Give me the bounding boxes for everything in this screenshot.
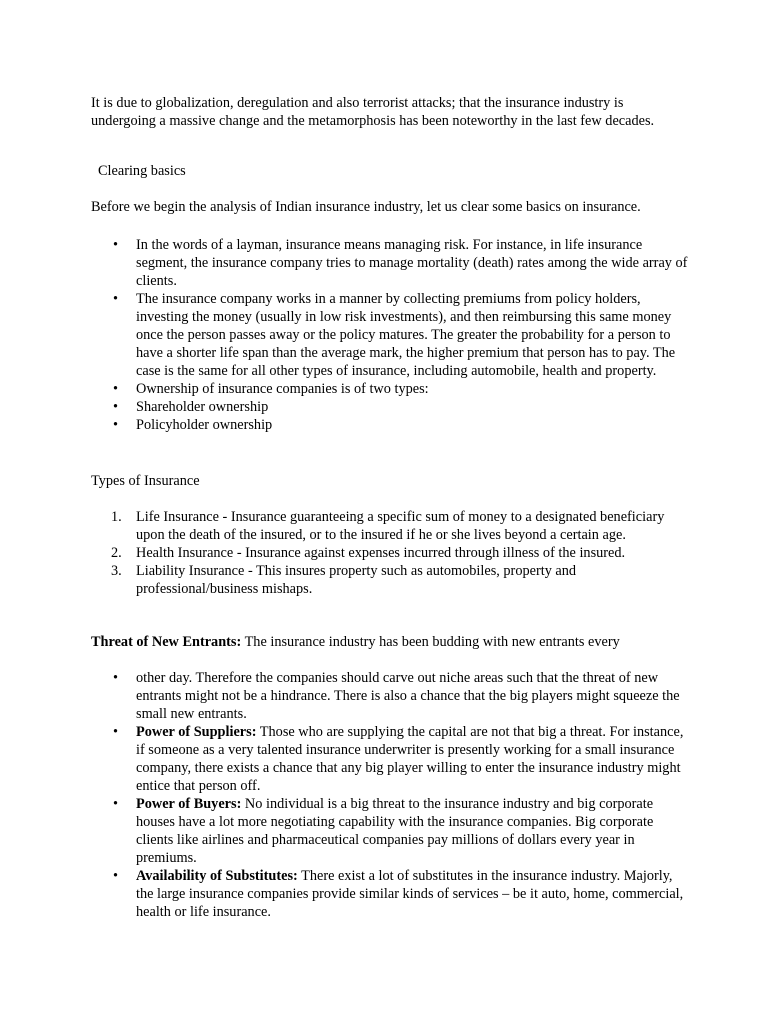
list-item: 3. Liability Insurance - This insures property such as automobiles, property and professional/business mishaps.: [111, 563, 577, 597]
bullet-icon: •: [113, 796, 119, 812]
bullet-icon: •: [113, 868, 119, 884]
list-item: • Availability of Substitutes: There exist a lot of substitutes in the insurance industry. Majorly, the large insurance companies provide similar kinds of services – be it auto, home, commercial, health or life insurance.: [113, 868, 684, 920]
bullet-icon: •: [113, 237, 119, 253]
basics-list: [91, 236, 691, 434]
list-item: • Shareholder ownership: [113, 399, 269, 415]
bullet-icon: •: [113, 291, 119, 307]
intro-paragraph: It is due to globalization, deregulation and also terrorist attacks; that the insurance industry is undergoing a massive change and the metamorphosis has been noteworthy in the last few decades.: [91, 95, 655, 129]
heading-clearing-basics: Clearing basics: [98, 163, 186, 179]
list-item: • Power of Suppliers: Those who are supplying the capital are not that big a threat. For instance, if someone as a very talented insurance underwriter is presently working for a small insurance company, there exists a chance that any big player willing to enter the insurance industry might entice that person off.: [113, 724, 684, 794]
forces-list: [91, 669, 691, 921]
list-item: • other day. Therefore the companies should carve out niche areas such that the threat of new entrants might not be a hindrance. There is also a chance that the big players might squeeze the small new entrants.: [113, 670, 680, 722]
list-item: 1. Life Insurance - Insurance guaranteeing a specific sum of money to a designated beneficiary upon the death of the insured, or to the insured if he or she lives beyond a certain age.: [111, 509, 665, 543]
list-item: • In the words of a layman, insurance means managing risk. For instance, in life insurance segment, the insurance company tries to manage mortality (death) rates among the wide array of clients.: [113, 237, 688, 289]
list-item: • The insurance company works in a manner by collecting premiums from policy holders, investing the money (usually in low risk investments), and then reimbursing this same money once the person passes away or the policy matures. The greater the probability for a person to have a shorter life span than the average mark, the higher premium that person has to pay. The case is the same for all other types of insurance, including automobile, health and property.: [113, 291, 676, 379]
bullet-icon: •: [113, 670, 119, 686]
list-item: • Policyholder ownership: [113, 417, 273, 433]
threat-label: Threat of New Entrants:: [91, 634, 242, 650]
list-item: • Power of Buyers: No individual is a big threat to the insurance industry and big corporate houses have a lot more negotiating capability with the insurance companies. Big corporate clients like airlines and pharmaceutical companies pay millions of dollars every year in premiums.: [113, 796, 654, 866]
list-item: 2. Health Insurance - Insurance against expenses incurred through illness of the insured.: [111, 545, 626, 561]
threat-paragraph: Threat of New Entrants: The insurance industry has been budding with new entrants every: [91, 634, 620, 650]
bullet-icon: •: [113, 724, 119, 740]
before-analysis-paragraph: Before we begin the analysis of Indian insurance industry, let us clear some basics on insurance.: [91, 199, 641, 215]
bullet-icon: •: [113, 417, 119, 433]
bullet-icon: •: [113, 399, 119, 415]
types-list: [91, 508, 691, 598]
bullet-icon: •: [113, 381, 119, 397]
list-item: • Ownership of insurance companies is of two types:: [113, 381, 429, 397]
heading-types-of-insurance: Types of Insurance: [91, 473, 200, 489]
